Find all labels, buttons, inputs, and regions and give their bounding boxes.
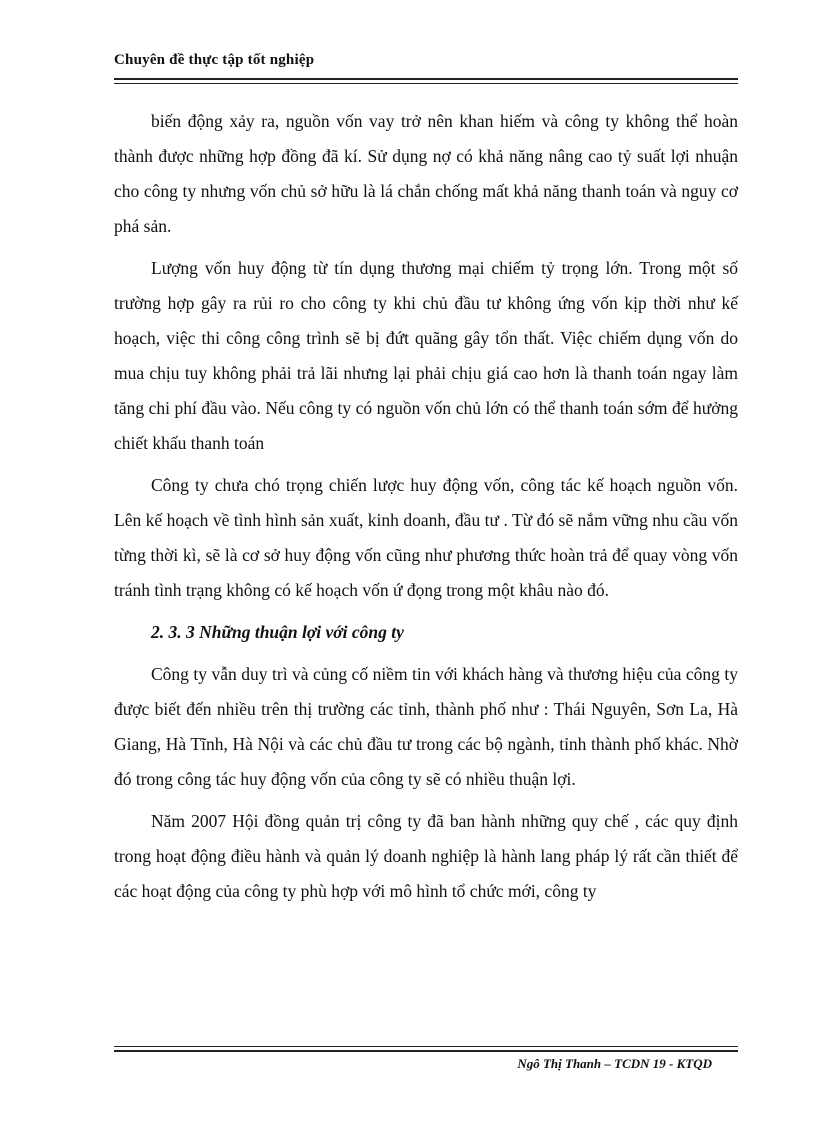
footer-divider-bottom [114,1050,738,1052]
body-paragraph: Công ty chưa chó trọng chiến lược huy động vốn, công tác kế hoạch nguồn vốn. Lên kế hoạch về tình hình sản xuất, kinh doanh, đầu tư . Từ đó sẽ nắm vững nhu cầu vốn từng thời kì, sẽ là cơ sở huy động vốn cũng như phương thức hoàn trả để quay vòng vốn tránh tình trạng không có kế hoạch vốn ứ đọng trong một khâu nào đó. [114,475,738,600]
body-paragraph: Lượng vốn huy động từ tín dụng thương mại chiếm tỷ trọng lớn. Trong một số trường hợp gây ra rủi ro cho công ty khi chủ đầu tư không ứng vốn kịp thời như kế hoạch, việc thi công công trình sẽ bị đứt quãng gây tổn thất. Việc chiếm dụng vốn do mua chịu tuy không phải trả lãi nhưng lại phải chịu giá cao hơn là thanh toán ngay làm tăng chi phí đầu vào. Nếu công ty có nguồn vốn chủ lớn có thể thanh toán sớm để hưởng chiết khấu thanh toán [114,258,738,453]
document-body [114,104,738,916]
footer-divider-top [114,1046,738,1047]
header-divider-bottom [114,83,738,84]
body-paragraph: biến động xảy ra, nguồn vốn vay trở nên khan hiếm và công ty không thể hoàn thành được những hợp đồng đã kí. Sử dụng nợ có khả năng nâng cao tỷ suất lợi nhuận cho công ty nhưng vốn chủ sở hữu là lá chắn chống mất khả năng thanh toán và nguy cơ phá sản. [114,111,738,236]
body-paragraph: Năm 2007 Hội đồng quản trị công ty đã ban hành những quy chế , các quy định trong hoạt động điều hành và quản lý doanh nghiệp là hành lang pháp lý rất cần thiết để các hoạt động của công ty phù hợp với mô hình tổ chức mới, công ty [114,811,738,901]
page-header-title: Chuyên đề thực tập tốt nghiệp [114,52,315,68]
header-divider-top [114,78,738,80]
page-footer-author: Ngô Thị Thanh – TCDN 19 - KTQD [517,1056,712,1071]
body-paragraph: Công ty vẫn duy trì và củng cố niềm tin với khách hàng và thương hiệu của công ty được biết đến nhiều trên thị trường các tỉnh, thành phố như : Thái Nguyên, Sơn La, Hà Giang, Hà Tĩnh, Hà Nội và các chủ đầu tư trong các bộ ngành, tỉnh thành phố khác. Nhờ đó trong công tác huy động vốn của công ty sẽ có nhiều thuận lợi. [114,664,738,789]
section-heading: 2. 3. 3 Những thuận lợi với công ty [151,622,404,642]
